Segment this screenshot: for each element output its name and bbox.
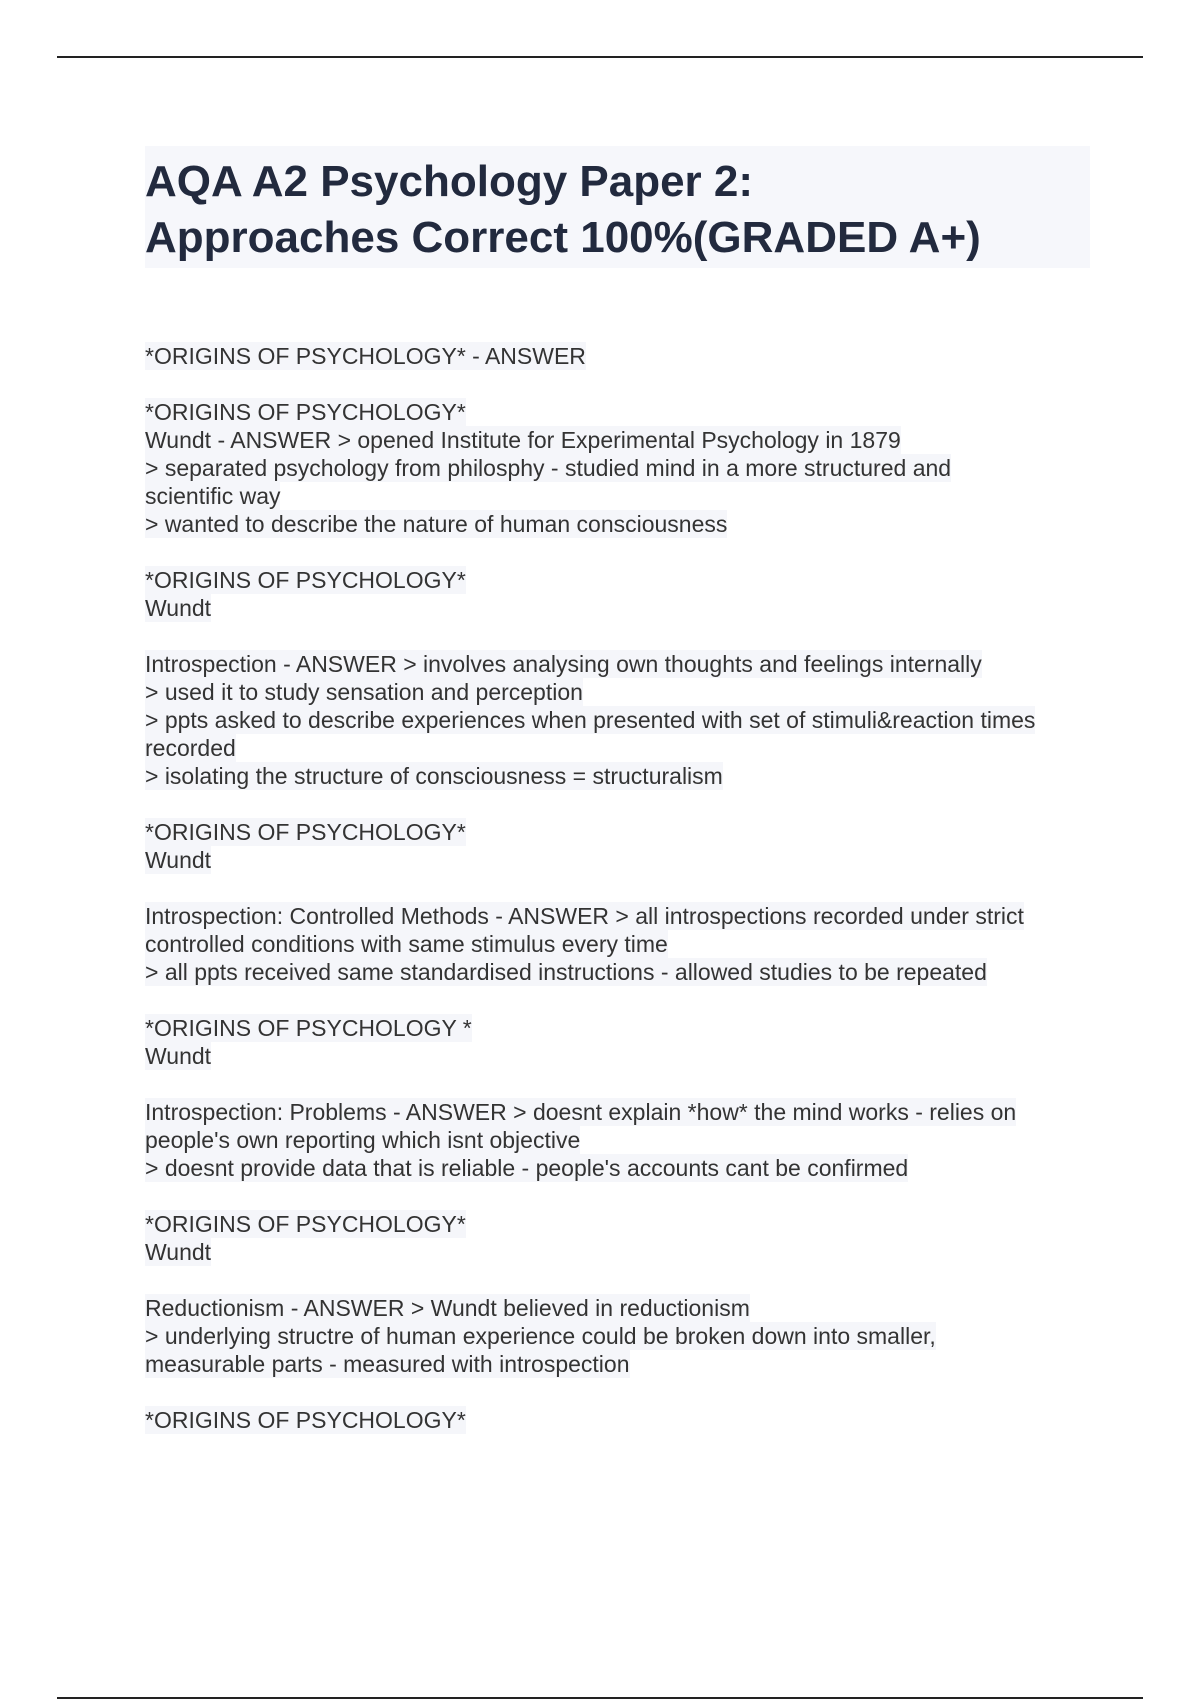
- paragraph: [145, 1014, 1090, 1070]
- paragraph: [145, 1406, 1090, 1434]
- text-line: *ORIGINS OF PSYCHOLOGY*: [145, 1407, 466, 1433]
- paragraph: [145, 818, 1090, 874]
- text-line: *ORIGINS OF PSYCHOLOGY*: [145, 567, 466, 593]
- paragraph: [145, 902, 1090, 986]
- document-page: [145, 146, 1090, 1462]
- paragraph: [145, 566, 1090, 622]
- text-line: *ORIGINS OF PSYCHOLOGY*: [145, 819, 466, 845]
- text-line: > underlying structre of human experience could be broken down into smaller,: [145, 1323, 936, 1349]
- text-line: > ppts asked to describe experiences when presented with set of stimuli&reaction times: [145, 707, 1036, 733]
- document-body: [145, 342, 1090, 1434]
- text-line: Wundt: [145, 1043, 212, 1069]
- text-line: people's own reporting which isnt objective: [145, 1127, 581, 1153]
- text-line: *ORIGINS OF PSYCHOLOGY*: [145, 399, 466, 425]
- title-line: AQA A2 Psychology Paper 2:: [145, 157, 754, 206]
- text-line: *ORIGINS OF PSYCHOLOGY*: [145, 1211, 466, 1237]
- text-line: Reductionism - ANSWER > Wundt believed in reductionism: [145, 1295, 750, 1321]
- text-line: Wundt: [145, 847, 212, 873]
- paragraph: [145, 398, 1090, 538]
- text-line: Introspection - ANSWER > involves analysing own thoughts and feelings internally: [145, 651, 982, 677]
- text-line: > all ppts received same standardised instructions - allowed studies to be repeated: [145, 959, 987, 985]
- text-line: > used it to study sensation and perception: [145, 679, 583, 705]
- paragraph: [145, 1210, 1090, 1266]
- text-line: Wundt - ANSWER > opened Institute for Experimental Psychology in 1879: [145, 427, 901, 453]
- text-line: *ORIGINS OF PSYCHOLOGY* - ANSWER: [145, 343, 586, 369]
- text-line: recorded: [145, 735, 236, 761]
- text-line: scientific way: [145, 483, 281, 509]
- text-line: > wanted to describe the nature of human consciousness: [145, 511, 728, 537]
- paragraph: [145, 342, 1090, 370]
- paragraph: [145, 1098, 1090, 1182]
- text-line: > separated psychology from philosphy - studied mind in a more structured and: [145, 455, 952, 481]
- title-line: Approaches Correct 100%(GRADED A+): [145, 213, 981, 262]
- text-line: Introspection: Controlled Methods - ANSWER > all introspections recorded under strict: [145, 903, 1024, 929]
- text-line: measurable parts - measured with introspection: [145, 1351, 630, 1377]
- text-line: Wundt: [145, 1239, 212, 1265]
- text-line: > isolating the structure of consciousness = structuralism: [145, 763, 723, 789]
- text-line: Introspection: Problems - ANSWER > doesnt explain *how* the mind works - relies on: [145, 1099, 1017, 1125]
- text-line: Wundt: [145, 595, 212, 621]
- document-title: [145, 146, 1090, 268]
- top-rule: [57, 56, 1143, 58]
- paragraph: [145, 650, 1090, 790]
- bottom-rule: [57, 1697, 1143, 1699]
- text-line: > doesnt provide data that is reliable - people's accounts cant be confirmed: [145, 1155, 909, 1181]
- paragraph: [145, 1294, 1090, 1378]
- text-line: controlled conditions with same stimulus every time: [145, 931, 668, 957]
- text-line: *ORIGINS OF PSYCHOLOGY *: [145, 1015, 472, 1041]
